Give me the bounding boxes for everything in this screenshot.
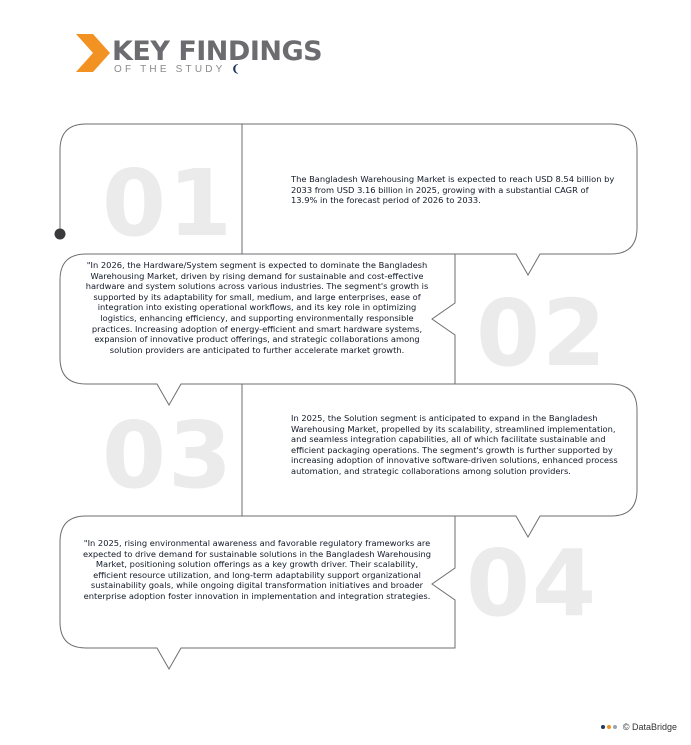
finding-number-02: 02	[476, 280, 609, 387]
finding-number-01: 01	[102, 150, 235, 257]
finding-number-03: 03	[102, 402, 235, 509]
finding-number-04: 04	[466, 530, 599, 637]
timeline-start-dot	[55, 229, 66, 240]
page-subtitle: OF THE STUDY ❨	[114, 64, 240, 75]
footer-brand	[601, 722, 677, 732]
brand-label: © DataBridge	[622, 722, 677, 732]
brand-dots-icon	[601, 725, 617, 729]
finding-text-01: The Bangladesh Warehousing Market is expected to reach USD 8.54 billion by 2033 from USD 3.16 billion in 2025, growing with a substantial CAGR of 13.9% in the forecast period of 2026 to 2033.	[291, 174, 615, 206]
page-title: KEY FINDINGS	[112, 36, 323, 67]
finding-text-02: "In 2026, the Hardware/System segment is expected to dominate the Bangladesh Warehousing Market, driven by rising demand for sustainable and cost-effective hardware and system solutions across various industries. The segment's growth is supported by its adaptability for small, medium, and large enterprises, ease of integration into existing operational workflows, and its key role in optimizing logistics, enhancing efficiency, and supporting environmentally responsible practices. Increasing adoption of energy-efficient and smart hardware systems, expansion of innovative product offerings, and strategic collaborations among solution providers are anticipated to further accelerate market growth.	[85, 260, 429, 355]
crescent-icon: ❨	[231, 64, 240, 75]
finding-text-03: In 2025, the Solution segment is anticipated to expand in the Bangladesh Warehousing Market, propelled by its scalability, streamlined implementation, and seamless integration capabilities, all of which facilitate sustainable and efficient packaging operations. The segment's growth is further supported by increasing adoption of innovative software-driven solutions, enhanced process automation, and strategic collaborations among solution providers.	[291, 413, 618, 476]
finding-text-04: "In 2025, rising environmental awareness and favorable regulatory frameworks are expected to drive demand for sustainable solutions in the Bangladesh Warehousing Market, positioning solution offerings as a key growth driver. Their scalability, efficient resource utilization, and long-term adaptability support organizational sustainability goals, while ongoing digital transformation initiatives and broader enterprise adoption foster innovation in implementation and integration strategies.	[83, 538, 431, 601]
